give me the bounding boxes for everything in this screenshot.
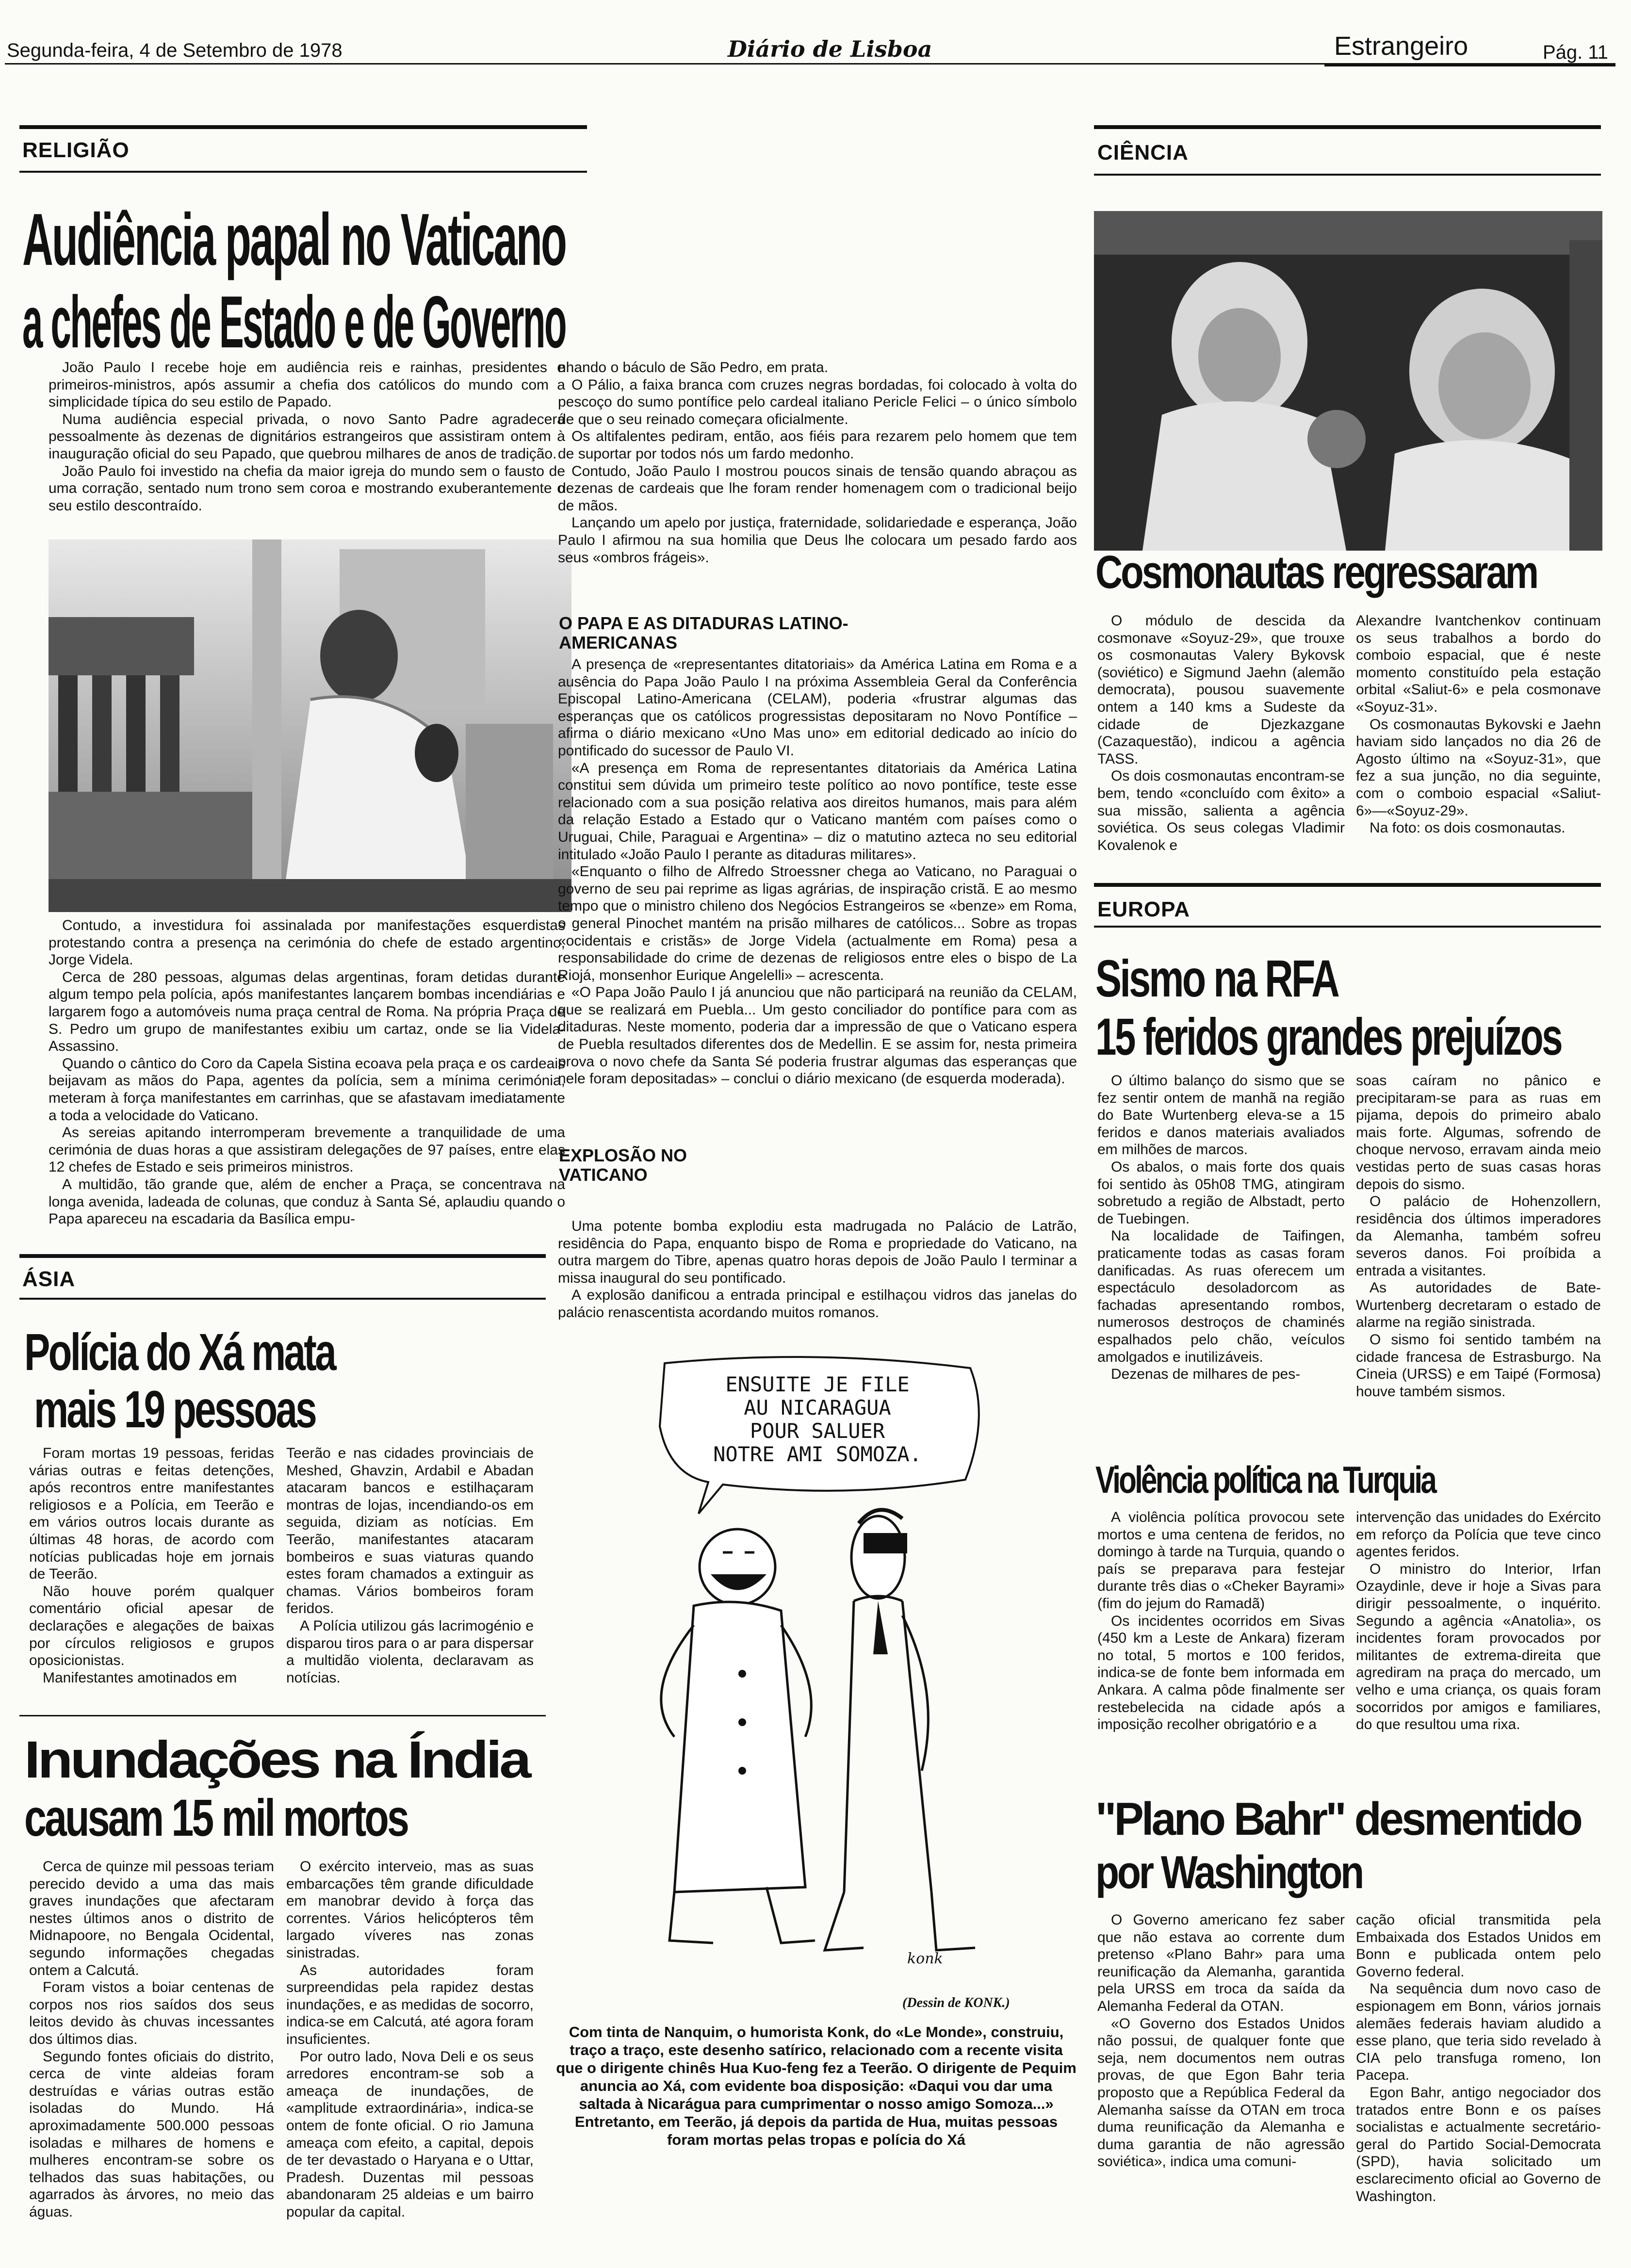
paragraph: Os abalos, o mais forte dos quais foi sentido às 05h08 TMG, atingiram sobretudo a região de Albstadt, perto de Tuebingen.: [1097, 1158, 1345, 1227]
speech-line: ENSUITE JE FILE: [725, 1372, 910, 1396]
pope-photo-image: [49, 539, 571, 912]
asia-col2: [286, 1445, 534, 1709]
bahr-col2: [1356, 1911, 1601, 2232]
speech-line: AU NICARAGUA: [744, 1396, 891, 1420]
ciencia-rule-bottom: [1094, 174, 1601, 176]
bahr-headline-1: "Plano Bahr" desmentido: [1095, 1793, 1581, 1845]
cosmonauts-photo: [1094, 211, 1602, 551]
paragraph: Manifestantes amotinados em: [43, 1669, 237, 1686]
paragraph: O sismo foi sentido também na cidade francesa de Estrasburgo. Na Cineia (URSS) e em Taipé (Formosa) houve também sismos.: [1356, 1331, 1601, 1400]
asia-rule-bottom: [19, 1298, 546, 1300]
cartoon: [553, 1354, 1082, 1984]
paragraph: O módulo de descida da cosmonave «Soyuz-29», que trouxe os cosmonautas Valery Bykovsk (soviético) e Sigmund Jaehn (alemão democrata), pousou suavemente ontem a 140 kms a Sudeste da cidade de Djezkazgane (Cazaquestão), indicou a agência TASS.: [1097, 613, 1345, 767]
religiao-rule-top: [19, 125, 587, 129]
ciencia-headline: Cosmonautas regressaram: [1095, 546, 1537, 598]
paragraph: Cerca de quinze mil pessoas teriam perecido devido a uma das mais graves inundações que afectaram nestes últimos anos o distrito de Midnapoore, no Bengala Ocidental, segundo informações chegadas ontem a Calcutá.: [29, 1859, 274, 1978]
ciencia-rule-top: [1094, 125, 1601, 129]
europa-rule-top: [1094, 883, 1601, 887]
religiao-col1-top: [49, 359, 565, 539]
paragraph: O último balanço do sismo que se fez sentir ontem de manhã na região do Bate Wurtenberg eleva-se a 15 feridos e danos materiais avaliados em milhões de marcos.: [1097, 1073, 1345, 1158]
page-number: Pág. 11: [1543, 42, 1608, 63]
paragraph: Os incidentes ocorridos em Sivas (450 km a Leste de Ankara) fizeram no total, 5 mortos e 100 feridos, indica-se de fonte bem informada em Ankara. A calma pôde finalmente ser restebelecida na cidade após a imposição recolher obrigatório e a: [1097, 1613, 1345, 1733]
paragraph: O Governo americano fez saber que não estava ao corrente dum pretenso «Plano Bahr» para uma reunificação da Alemanha, garantida pela URSS em troca da saída da Alemanha Federal da OTAN.: [1097, 1912, 1345, 2014]
asia-rule-top: [19, 1254, 546, 1258]
paragraph: A violência política provocou sete mortos e uma centena de feridos, no domingo à tarde na Turquia, quando o país se preparava para festejar durante três dias o «Cheker Bayrami» (fim do jejum do Ramadã): [1097, 1509, 1345, 1612]
paragraph: João Paulo foi investido na chefia da maior igreja do mundo sem o fausto de uma corração, sentado num trono sem coroa e mostrando exuberantemente o seu estilo descontraído.: [49, 463, 565, 514]
speech-line: POUR SALUER: [750, 1419, 885, 1443]
paragraph: Foram vistos a boiar centenas de corpos nos rios saídos dos seus leitos devido às chuvas incessantes dos últimos dias.: [29, 1979, 274, 2047]
section-religiao: RELIGIÃO: [22, 138, 130, 162]
section-label: Estrangeiro: [1334, 32, 1468, 61]
paragraph: O exército interveio, mas as suas embarcações têm grande dificuldade em manobrar devido à força das correntes. Vários helicópteros têm largado víveres nas zonas sinistradas.: [286, 1859, 534, 1961]
paragraph: cação oficial transmitida pela Embaixada dos Estados Unidos em Bonn e publicada ontem pelo Governo federal.: [1356, 1912, 1601, 1980]
paragraph: Contudo, a investidura foi assinalada por manifestações esquerdistas protestando contra a presença na cerimónia do chefe de estado argentino, Jorge Videla.: [49, 917, 565, 968]
paragraph: Quando o cântico do Coro da Capela Sistina ecoava pela praça e os cardeais beijavam as mãos do Papa, agentes da polícia, sem a mínima cerimónia, meteram à força manifestantes em carrinhas, que se afastavam imediatamente a toda a velocidade do Vaticano.: [49, 1055, 565, 1124]
cartoon-speech: [674, 1373, 961, 1466]
religiao-col1-bottom: [49, 917, 565, 1242]
india-headline-2: causam 15 mil mortos: [24, 1788, 408, 1847]
paragraph: Teerão e nas cidades provinciais de Meshed, Ghavzin, Ardabil e Abadan atacaram bancos e estilhaçaram montras de lojas, incendiando-os em seguida, diziam as notícias. Em Teerão, manifestantes atacaram bombeiros e suas viaturas quando estes foram chamados a extinguir as chamas. Vários bombeiros foram feridos.: [286, 1445, 534, 1617]
asia-col1: [29, 1445, 274, 1709]
religiao-headline-1: Audiência papal no Vaticano: [22, 198, 566, 281]
subhead-explosao: EXPLOSÃO NO VATICANO: [559, 1145, 687, 1185]
europa-headline-2: 15 feridos grandes prejuízos: [1095, 1007, 1561, 1066]
turquia-headline: Violência política na Turquia: [1095, 1458, 1435, 1501]
paragraph: Alexandre Ivantchenkov continuam os seus trabalhos a bordo do comboio espacial, que é neste momento constituído pela estação orbital «Saliut-6» e pela cosmonave «Soyuz-31».: [1356, 613, 1601, 715]
paragraph: Numa audiência especial privada, o novo Santo Padre agradecerá pessoalmente às dezenas de dignitários estrangeiros que assistiram ontem à inauguração oficial do seu Papado, que quebrou milhares de anos de tradição.: [49, 411, 565, 462]
paragraph: Foram mortas 19 pessoas, feridas várias outras e feitas detenções, após recontros entre manifestantes religiosos e a Polícia, em Teerão e em vários outros locais durante as últimas 48 horas, de acordo com notícias publicadas hoje em jornais de Teerão.: [29, 1445, 274, 1583]
religiao-col2-top: [558, 359, 1077, 611]
speech-line: NOTRE AMI SOMOZA.: [713, 1442, 922, 1466]
paragraph: «Enquanto o filho de Alfredo Stroessner chega ao Vaticano, no Paraguai o governo de seu pai reprime as ligas agrárias, de inspiração cristã. E ao mesmo tempo que o ministro chileno dos Negócios Estrangeiros se «benze» em Roma, o general Pinochet mantém na prisão milhares de católicos... Sobre as tropas «ocidentais e cristãs» de Jorge Videla (actualmente em Roma) pesa a responsabilidade do crime de dezenas de religiosos entre eles o bispo de La Riojá, monsenhor Eurique Angelelli» – acrescenta.: [558, 864, 1077, 983]
paragraph: Na foto: os dois cosmonautas.: [1370, 820, 1566, 836]
section-ciencia: CIÊNCIA: [1097, 141, 1189, 164]
paragraph: «O Governo dos Estados Unidos não possui, de qualquer fonte que seja, nem documentos nem outras provas, de que Egon Bahr teria proposto que a República Federal da Alemanha saísse da OTAN em troca duma reunificação da Alemanha e duma garantia de não agressão soviética», indica uma comuni-: [1097, 2015, 1345, 2170]
asia-headline-1: Polícia do Xá mata: [24, 1322, 335, 1381]
paragraph: soas caíram no pânico e precipitaram-se para as ruas em pijama, depois do primeiro abalo mais forte. Algumas, sofrendo de choque nervoso, erravam ainda meio vestidas perto de suas casas horas depois do sismo.: [1356, 1073, 1601, 1192]
paragraph: O palácio de Hohenzollern, residência dos últimos imperadores da Alemanha, também sofreu severos danos. Foi proíbida a entrada a visitantes.: [1356, 1193, 1601, 1279]
header-rule-right: [1324, 63, 1615, 66]
paragraph: Na localidade de Taifingen, praticamente todas as casas foram danificadas. As ruas oferecem um espectáculo desoladorcom as fachadas apresentando rombos, numerosos destroços de chaminés espalhados pelo chão, veículos amolgados e inutilizáveis.: [1097, 1228, 1345, 1365]
india-headline-1: Inundações na Índia: [24, 1730, 529, 1789]
paragraph: «O Papa João Paulo I já anunciou que não participará na reunião da CELAM, que se realizará em Puebla... Um gesto conciliador do pontífice para com as ditaduras. Neste momento, poderia dar a impressão de que o Vaticano espera de Puebla resultados diferentes dos de Medellin. E se assim for, nesta primeira prova o novo chefe da Santa Sé poderia frustrar algumas das esperanças que nele foram depositadas» – conclui o diário mexicano (de esquerda moderada).: [558, 984, 1077, 1087]
cartoon-caption: Com tinta de Nanquim, o humorista Konk, do «Le Monde», construiu, traço a traço, este desenho satírico, relacionado com a recente visita que o dirigente chinês Hua Kuo-feng fez a Teerão. O dirigente de Pequim anuncia ao Xá, com evidente boa disposição: «Daqui vou dar uma saltada à Nicarágua para cumprimentar o nosso amigo Somoza...» Entretanto, em Teerão, já depois da partida de Hua, muitas pessoas foram mortas pelas tropas e polícia do Xá: [556, 2023, 1076, 2148]
paragraph: O Pálio, a faixa branca com cruzes negras bordadas, foi colocado à volta do pescoço do sumo pontífice pelo cardeal italiano Pericle Felici – o único símbolo de que o seu reinado começara oficialmente.: [558, 376, 1077, 427]
header-rule-left: [5, 63, 1324, 65]
cartoon-credit: (Dessin de KONK.): [902, 1995, 1010, 2010]
section-europa: EUROPA: [1097, 897, 1190, 921]
india-col1: [29, 1858, 274, 2256]
paragraph: «A presença em Roma de representantes ditatoriais da América Latina constitui sem dúvida um primeiro teste político ao novo pontífice, teste esse relacionado com a sua posição relativa aos direitos humanos, mais para além da relação Estado a Estado qur o Vaticano mantém com países como o Uruguai, Chile, Paraguai e Argentina» – diz o matutino azteca no seu editorial intitulado «João Paulo I perante as ditaduras militares».: [558, 760, 1077, 863]
paragraph: Contudo, João Paulo I mostrou poucos sinais de tensão quando abraçou as dezenas de cardeais que lhe foram render homenagem com o tradicional beijo de mãos.: [558, 463, 1077, 514]
paragraph: As autoridades foram surpreendidas pela rapidez destas inundações, e as medidas de socorro, indica-se em Calcutá, até agora foram insuficientes.: [286, 1962, 534, 2047]
religiao-headline-2: a chefes de Estado e de Governo: [22, 281, 566, 363]
paragraph: Lançando um apelo por justiça, fraternidade, solidariedade e esperança, João Paulo I afirmou na sua homilia que Deus lhe colocara um pesado fardo aos seus «ombros frágeis».: [558, 515, 1077, 566]
bahr-headline-2: por Washington: [1095, 1846, 1362, 1898]
turquia-col2: [1356, 1509, 1601, 1773]
section-asia: ÁSIA: [22, 1267, 76, 1291]
paragraph: Dezenas de milhares de pes-: [1111, 1366, 1301, 1383]
paragraph: Na sequência dum novo caso de espionagem em Bonn, vários jornais alemães federais haviam aludido a esse plano, que teria sido revelado à CIA pelo transfuga romeno, Ion Pacepa.: [1356, 1981, 1601, 2084]
religiao-rule-bottom: [19, 171, 587, 173]
issue-date: Segunda-feira, 4 de Setembro de 1978: [7, 40, 343, 61]
paragraph: Não houve porém qualquer comentário oficial apesar de declarações e alegações de baixas por círculos religiosos e grupos oposicionistas.: [29, 1583, 274, 1669]
paragraph: intervenção das unidades do Exército em reforço da Polícia que teve cinco agentes feridos.: [1356, 1509, 1601, 1560]
paragraph: A multidão, tão grande que, além de encher a Praça, se concentrava na longa avenida, ladeada de colunas, que conduz à Santa Sé, aplaudiu quando o Papa apareceu na escadaria da Basílica empu-: [49, 1176, 565, 1227]
paragraph: As autoridades de Bate-Wurtenberg decretaram o estado de alarme na região sinistrada.: [1356, 1280, 1601, 1331]
pope-photo: [49, 539, 571, 912]
cartoon-signature: konk: [907, 1950, 943, 1967]
paragraph: Por outro lado, Nova Deli e os seus arredores encontram-se sob a ameaça de inundações, de «amplitude extraordinária», indica-se ontem de fonte oficial. O rio Jamuna ameaça com efeito, a capital, depois de ter devastado o Haryana e o Uttar, Pradesh. Duzentas mil pessoas abandonaram 25 aldeias e um bairro popular da capital.: [286, 2048, 534, 2220]
europa-rule-bottom: [1094, 926, 1601, 928]
paragraph: O ministro do Interior, Irfan Ozaydinle, deve ir hoje a Sivas para dirigir pessoalmente, o inquérito. Segundo a agência «Anatolia», os incidentes foram provocados por militantes de extrema-direita que agrediram na praça do mercado, um velho e uma criança, os quais foram socorridos por amigos e familiares, do que resultou uma rixa.: [1356, 1561, 1601, 1733]
europa-headline-1: Sismo na RFA: [1095, 949, 1338, 1008]
paragraph: Cerca de 280 pessoas, algumas delas argentinas, foram detidas durante algum tempo pela polícia, após manifestantes lançarem bombas incendiárias e largarem fogo a automóveis numa praça central de Roma. Na própria Praça de S. Pedro um grupo de manifestantes exibiu um cartaz, onde se lia Videla-Assassino.: [49, 969, 565, 1055]
paragraph: Os cosmonautas Bykovski e Jaehn haviam sido lançados no dia 26 de Agosto último na «Soyuz-31», que fez a sua junção, no dia seguinte, com o comboio espacial «Saliut-6»—«Soyuz-29».: [1356, 716, 1601, 819]
paragraph: A Polícia utilizou gás lacrimogénio e disparou tiros para o ar para dispersar a multidão violenta, declaravam as notícias.: [286, 1617, 534, 1686]
ciencia-col1: [1097, 612, 1345, 865]
asia-end-rule: [19, 1715, 546, 1716]
paragraph: Egon Bahr, antigo negociador dos tratados entre Bonn e os países socialistas e actualmente secretário-geral do Partido Social-Democrata (SPD), havia solicitado um esclarecimento oficial ao Governo de Washington.: [1356, 2084, 1601, 2204]
religiao-col2-mid: [558, 656, 1077, 1141]
subhead-ditaduras: O PAPA E AS DITADURAS LATINO-AMERICANAS: [559, 613, 848, 653]
paragraph: A explosão danificou a entrada principal e estilhaçou vidros das janelas do palácio renascentista acordando muitos romanos.: [558, 1287, 1077, 1320]
paragraph: João Paulo I recebe hoje em audiência reis e rainhas, presidentes e primeiros-ministros, após assumir a chefia dos católicos do mundo com a simplicidade típica do seu estilo de Papado.: [49, 359, 565, 410]
masthead: Diário de Lisboa: [728, 36, 932, 62]
asia-headline-2: mais 19 pessoas: [34, 1380, 315, 1438]
ciencia-col2: [1356, 612, 1601, 865]
turquia-col1: [1097, 1509, 1345, 1773]
paragraph: nhando o báculo de São Pedro, em prata.: [558, 359, 829, 375]
bahr-col1: [1097, 1911, 1345, 2232]
paragraph: Uma potente bomba explodiu esta madrugada no Palácio de Latrão, residência do Papa, enquanto bispo de Roma e propriedade do Vaticano, na outra margem do Tibre, apenas quatro horas depois de João Paulo I terminar a missa inaugural do seu pontificado.: [558, 1218, 1077, 1286]
paragraph: Segundo fontes oficiais do distrito, cerca de vinte aldeias foram destruídas e várias outras estão isoladas do Mundo. Há aproximadamente 500.000 pessoas isoladas e milhares de homens e mulheres encontram-se sobre os telhados das suas habitações, ou agarrados às árvores, no meio das águas.: [29, 2048, 274, 2220]
paragraph: A presença de «representantes ditatoriais» da América Latina em Roma e a ausência do Papa João Paulo I na próxima Assembleia Geral da Conferência Episcopal Latino-Americana (CELAM), poderia «frustrar algumas das esperanças que os católicos progressistas depositaram no Novo Pontífice – afirma o diário mexicano «Uno Mas uno» em editorial dedicado ao início do pontificado do sucessor de Paulo VI.: [558, 656, 1077, 759]
paragraph: Os altifalentes pediram, então, aos fiéis para rezarem pelo homem que tem de suportar por todos nós um fardo medonho.: [558, 428, 1077, 462]
india-col2: [286, 1858, 534, 2256]
paragraph: Os dois cosmonautas encontram-se bem, tendo «concluído com êxito» a sua missão, salienta a agência soviética. Os seus colegas Vladimir Kovalenok e: [1097, 768, 1345, 853]
paragraph: As sereias apitando interromperam brevemente a tranquilidade de uma cerimónia de duas horas a que assistiram delegações de 97 países, entre elas 12 chefes de Estado e seis primeiros ministros.: [49, 1125, 565, 1175]
europa-col2: [1356, 1072, 1601, 1451]
cosmonauts-photo-image: [1094, 211, 1602, 551]
religiao-col2-bottom: [558, 1218, 1077, 1320]
europa-col1: [1097, 1072, 1345, 1451]
